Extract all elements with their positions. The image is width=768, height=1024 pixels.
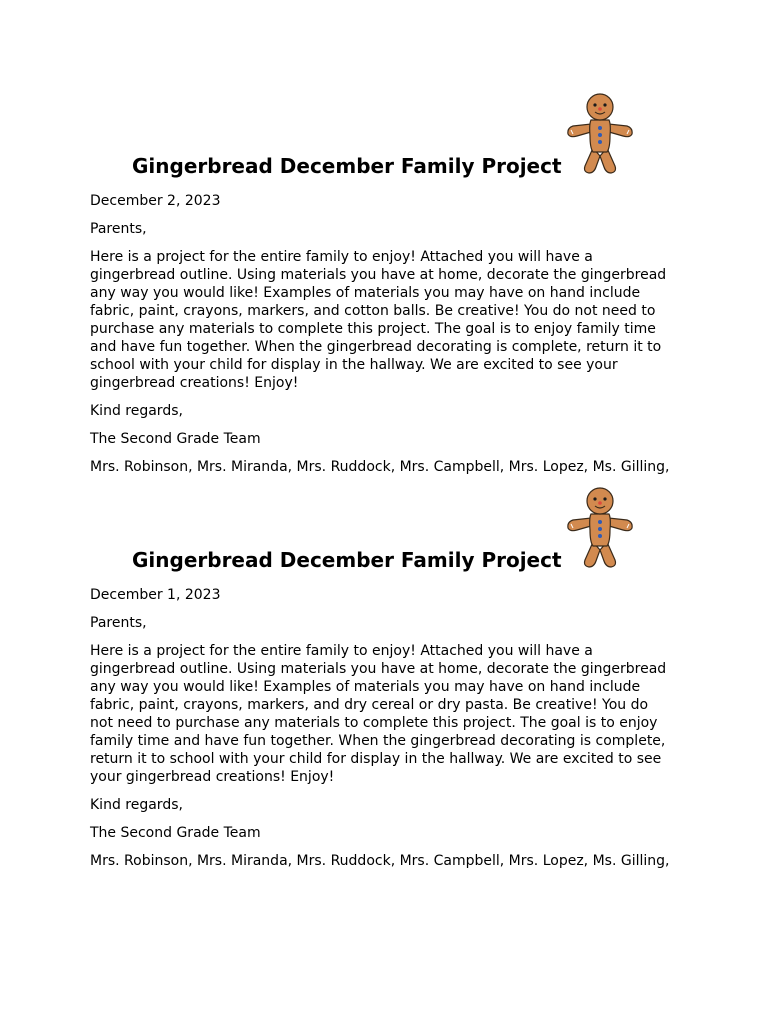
letter-header <box>0 88 768 188</box>
letter-salutation: Parents, <box>90 221 147 237</box>
gingerbread-man-icon <box>563 90 637 176</box>
letter-closing: Kind regards, <box>90 403 183 419</box>
letter-date: December 1, 2023 <box>90 587 221 603</box>
gingerbread-man-icon <box>563 484 637 570</box>
letter-1 <box>0 88 768 475</box>
letter-title: Gingerbread December Family Project <box>132 154 562 178</box>
letter-body <box>90 586 670 880</box>
letter-body <box>90 192 670 486</box>
letter-2 <box>0 482 768 869</box>
letter-date: December 2, 2023 <box>90 193 221 209</box>
letter-team: The Second Grade Team <box>90 825 261 841</box>
letter-team: The Second Grade Team <box>90 431 261 447</box>
letter-teachers: Mrs. Robinson, Mrs. Miranda, Mrs. Ruddock, Mrs. Campbell, Mrs. Lopez, Ms. Gilling, <box>90 853 670 869</box>
letter-header <box>0 482 768 582</box>
letter-salutation: Parents, <box>90 615 147 631</box>
letter-teachers: Mrs. Robinson, Mrs. Miranda, Mrs. Ruddock, Mrs. Campbell, Mrs. Lopez, Ms. Gilling, <box>90 459 670 475</box>
letter-paragraph: Here is a project for the entire family to enjoy! Attached you will have a gingerbread outline. Using materials you have at home, decorate the gingerbread any way you would like! Examples of materials you may have on hand include fabric, paint, crayons, markers, and cotton balls. Be creative! You do not need to purchase any materials to complete this project. The goal is to enjoy family time and have fun together. When the gingerbread decorating is complete, return it to school with your child for display in the hallway. We are excited to see your gingerbread creations! Enjoy! <box>90 249 667 391</box>
letter-closing: Kind regards, <box>90 797 183 813</box>
letter-paragraph: Here is a project for the entire family to enjoy! Attached you will have a gingerbread outline. Using materials you have at home, decorate the gingerbread any way you would like! Examples of materials you may have on hand include fabric, paint, crayons, markers, and dry cereal or dry pasta. Be creative! You do not need to purchase any materials to complete this project. The goal is to enjoy family time and have fun together. When the gingerbread decorating is complete, return it to school with your child for display in the hallway. We are excited to see your gingerbread creations! Enjoy! <box>90 643 667 785</box>
letter-title: Gingerbread December Family Project <box>132 548 562 572</box>
